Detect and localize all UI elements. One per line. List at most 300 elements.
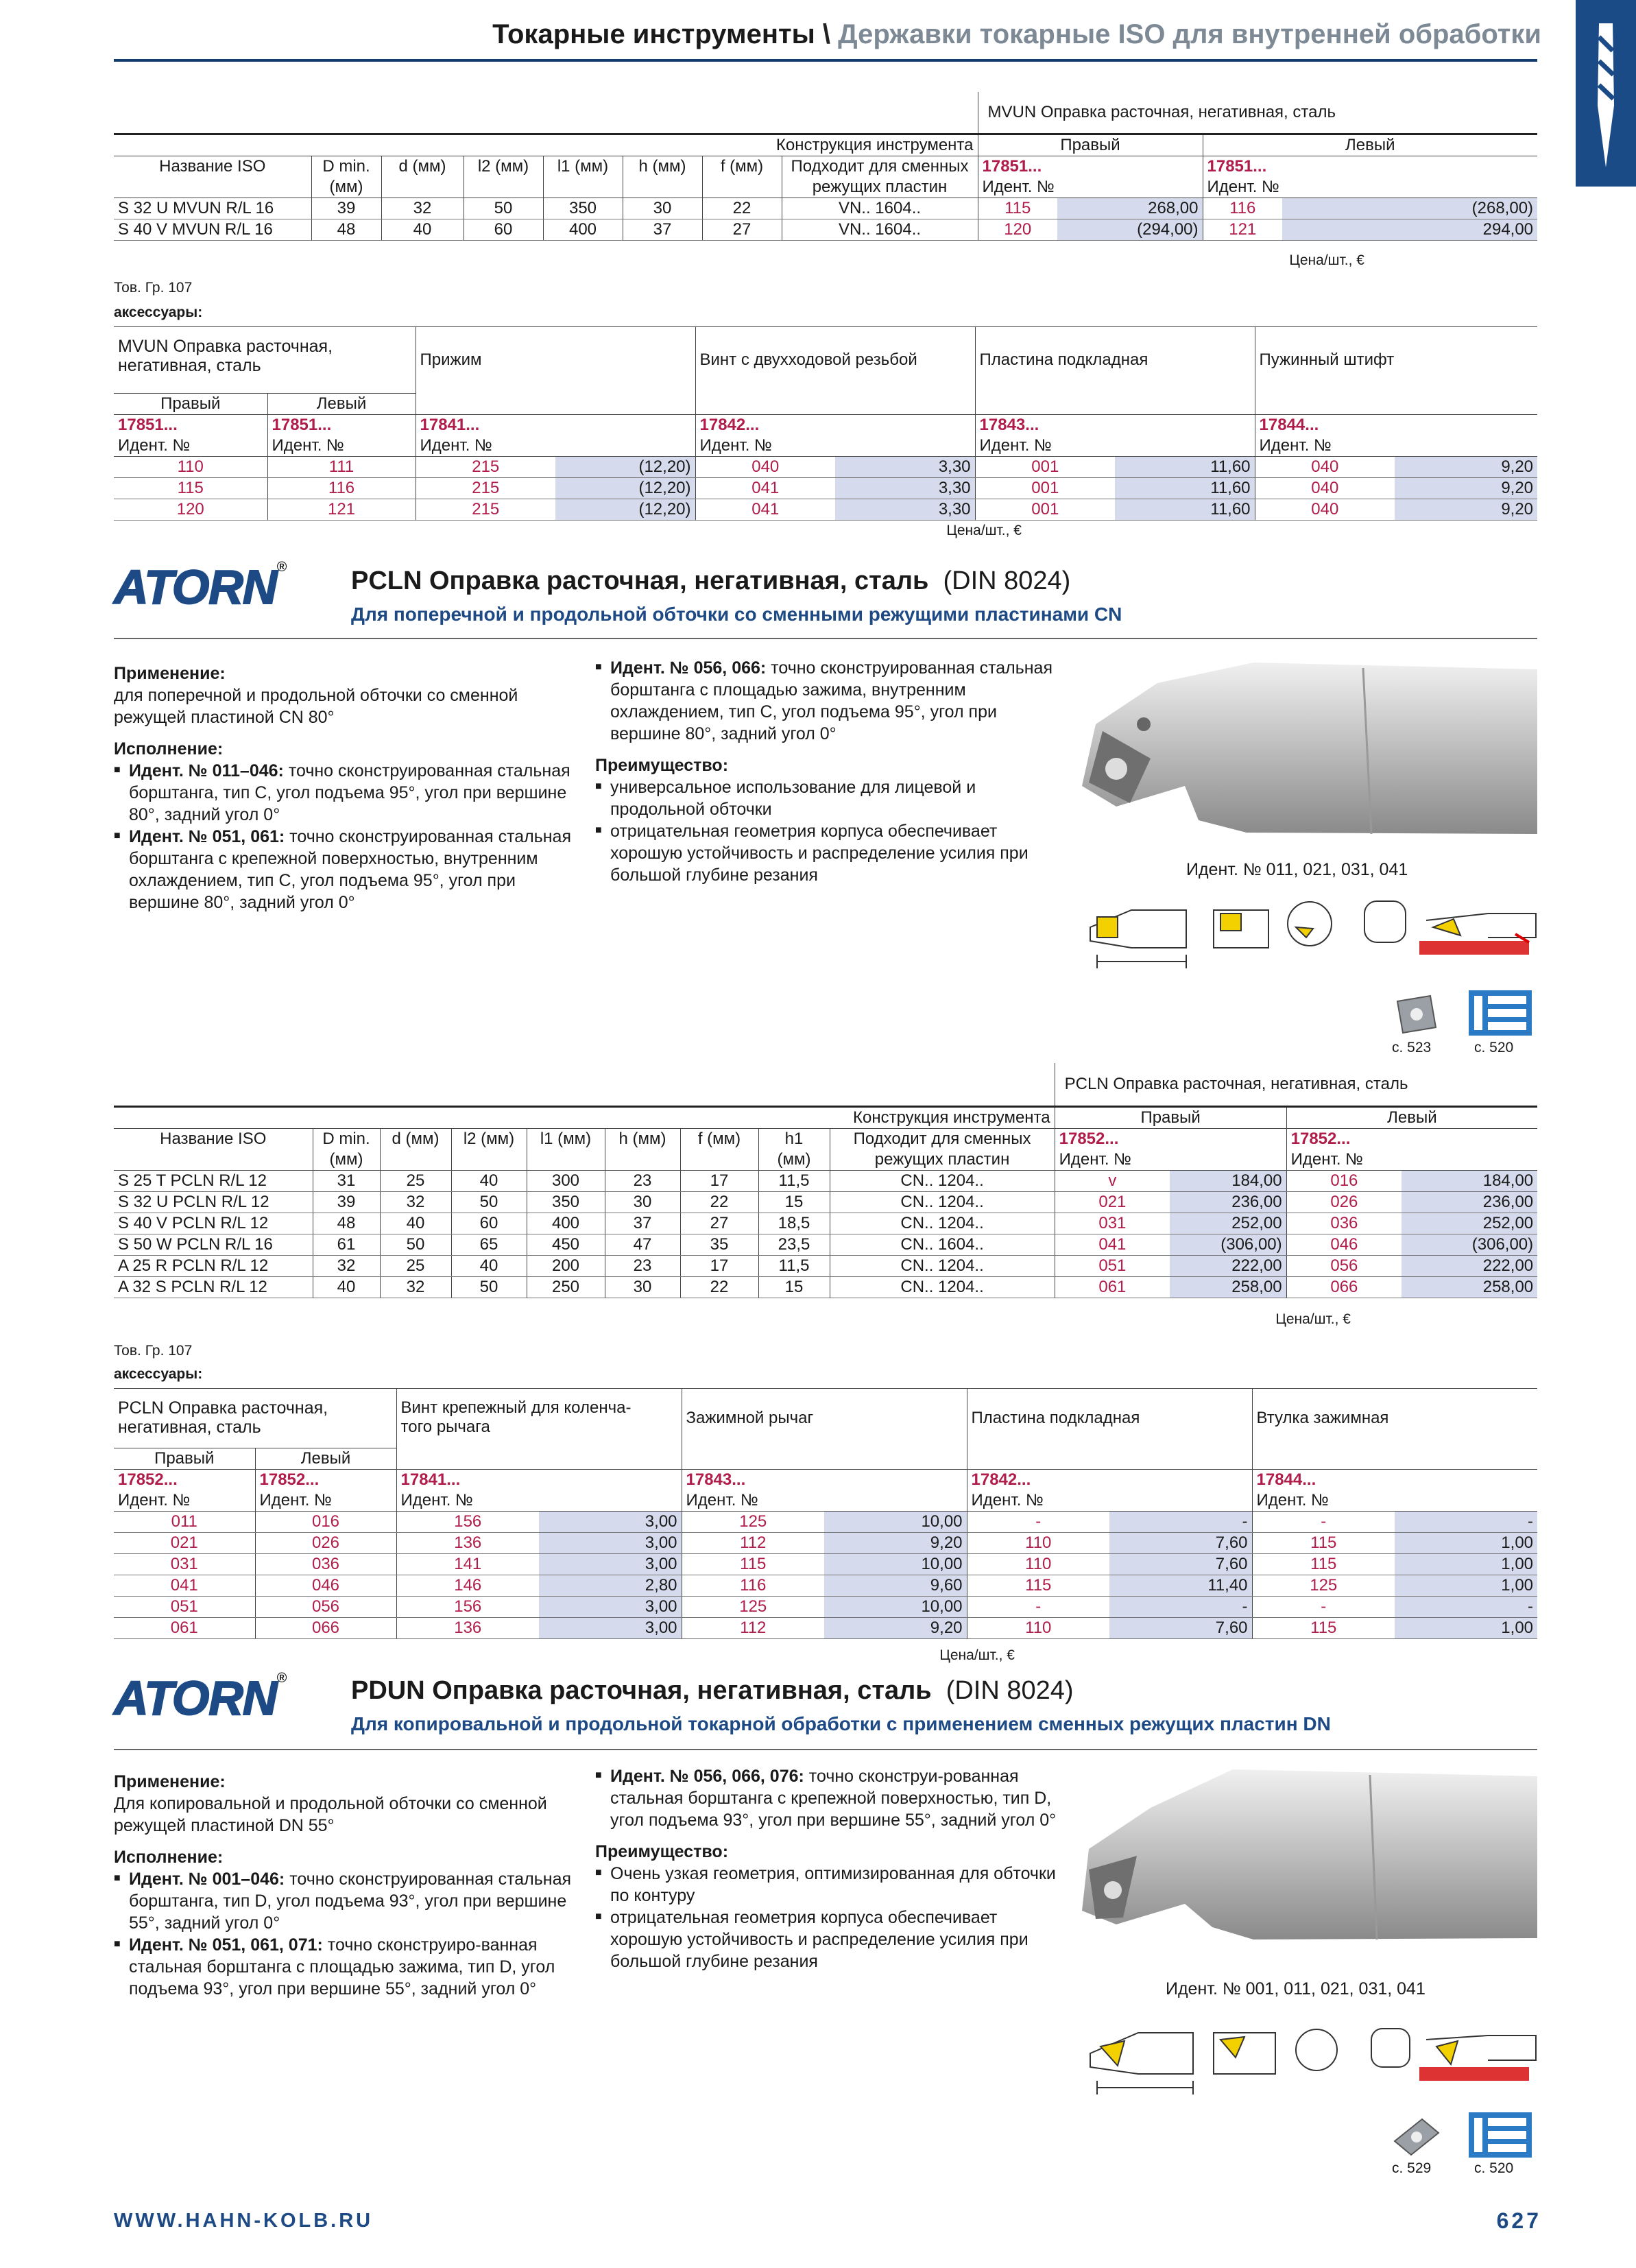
col-dmin: D min.	[322, 1130, 370, 1148]
pdun-technical-drawing	[1076, 2012, 1537, 2101]
left-label: Левый	[1286, 1107, 1537, 1129]
cell-l2: 50	[451, 1277, 527, 1298]
cell-ident: 215	[416, 499, 555, 520]
header-rule	[114, 59, 1537, 62]
cell-ident: 156	[396, 1596, 539, 1617]
cell-price-right: 268,00	[1057, 198, 1203, 219]
ident-label: Идент. №	[400, 1490, 473, 1509]
cell-price: 11,60	[1115, 456, 1255, 477]
cell-price: 10,00	[824, 1511, 967, 1532]
cell-price: 3,00	[539, 1511, 682, 1532]
exec-text: точно сконструированная стальная борштанга, тип C, угол подъема 95°, угол при вершине 80°, задний угол 0°	[129, 761, 570, 824]
cell-f: 35	[680, 1234, 758, 1256]
code-right: 17851...	[982, 157, 1042, 176]
cell-ident-right: 021	[1055, 1192, 1170, 1213]
cell-l1: 250	[527, 1277, 605, 1298]
cell-price-left: 294,00	[1282, 219, 1537, 241]
exec-ident: Идент. № 051, 061:	[129, 827, 285, 846]
cell-ident-left: 056	[255, 1596, 396, 1617]
cell-price-left: 258,00	[1402, 1277, 1537, 1298]
acc-col-pin: Пужинный штифт	[1255, 327, 1537, 394]
cell-f: 22	[680, 1192, 758, 1213]
cell-l2: 60	[451, 1213, 527, 1234]
col-l2: l2 (мм)	[451, 1129, 527, 1171]
cell-ident: -	[967, 1596, 1109, 1617]
brand-text: ATORN	[114, 560, 277, 614]
exec-item	[114, 1868, 580, 1934]
cell-ident: 041	[695, 499, 835, 520]
mvun-accessories-table	[114, 326, 1537, 521]
info-list-icon	[1469, 990, 1532, 1036]
table-row	[114, 219, 1537, 241]
cell-price: 9,20	[1395, 499, 1537, 520]
cell-ident-left: 036	[255, 1553, 396, 1575]
ref-page-insert: с. 523	[1392, 1040, 1432, 1055]
acc-code: 17852...	[259, 1470, 320, 1489]
col-d: d (мм)	[381, 156, 464, 198]
cell-ident: 112	[682, 1617, 824, 1638]
mvun-table-title: MVUN Оправка расточная, негативная, сталь	[978, 92, 1537, 133]
table-row	[114, 1213, 1537, 1234]
cell-ident-left: 066	[255, 1617, 396, 1638]
acc-col-clamp: Прижим	[416, 327, 695, 394]
ident-label: Идент. №	[259, 1490, 332, 1509]
cell-ident-left: 056	[1286, 1256, 1402, 1277]
cell-ident: 141	[396, 1553, 539, 1575]
right-label: Правый	[1055, 1107, 1286, 1129]
cell-h1: 11,5	[758, 1171, 830, 1192]
ref-page-info: с. 520	[1474, 1040, 1514, 1055]
cell-iso: S 50 W PCLN R/L 16	[114, 1234, 313, 1256]
cell-price: 10,00	[824, 1596, 967, 1617]
col-fit: Подходит для сменных	[853, 1130, 1031, 1148]
acc-code: 17843...	[686, 1470, 746, 1489]
pcln-price-note: Цена/шт., €	[1275, 1311, 1351, 1327]
cell-l1: 350	[527, 1192, 605, 1213]
insert-icon	[1392, 2116, 1441, 2158]
application-heading: Применение:	[114, 1772, 226, 1791]
cell-h: 37	[605, 1213, 680, 1234]
acc-col-sleeve: Втулка зажимная	[1252, 1389, 1537, 1448]
table-row	[114, 456, 1537, 477]
cell-ident-left: 111	[267, 456, 416, 477]
page-header-title	[492, 19, 1541, 50]
pdun-subtitle: Для копировальной и продольной токарной обработки с применением сменных режущих пластин DN	[351, 1713, 1331, 1734]
cell-f: 17	[680, 1256, 758, 1277]
exec-ident: Идент. № 001–046:	[129, 1870, 285, 1889]
ident-label: Идент. №	[1259, 435, 1332, 455]
cell-fit: CN.. 1204..	[830, 1213, 1055, 1234]
ident-label: Идент. №	[420, 435, 492, 455]
cell-iso: S 32 U PCLN R/L 12	[114, 1192, 313, 1213]
cell-ident: 116	[682, 1575, 824, 1596]
acc-col-screw-2: того рычага	[400, 1418, 490, 1436]
exec-ident: Идент. № 056, 066:	[610, 658, 767, 678]
pcln-image-caption: Идент. № 011, 021, 031, 041	[1186, 860, 1408, 879]
cell-dmin: 31	[313, 1171, 380, 1192]
ident-label: Идент. №	[1290, 1150, 1363, 1169]
cell-ident: 041	[695, 477, 835, 499]
cell-price: 3,00	[539, 1553, 682, 1575]
accessories-label-1: аксессуары:	[114, 305, 203, 320]
code-left: 17852...	[1290, 1130, 1351, 1148]
atorn-logo: ATORN®	[114, 1671, 287, 1725]
execution-heading: Исполнение:	[114, 739, 224, 759]
cell-ident: 001	[975, 499, 1115, 520]
col-iso: Название ISO	[114, 156, 311, 198]
table-row	[114, 1234, 1537, 1256]
ident-label: Идент. №	[1256, 1490, 1329, 1509]
cell-price: 9,20	[824, 1532, 967, 1553]
cell-ident: 110	[967, 1617, 1109, 1638]
col-h1-unit: (мм)	[777, 1150, 811, 1169]
cell-d: 40	[380, 1213, 451, 1234]
cell-l1: 200	[527, 1256, 605, 1277]
cell-l2: 50	[464, 198, 543, 219]
ref-page-info: с. 520	[1474, 2160, 1514, 2176]
cell-price: 1,00	[1395, 1553, 1537, 1575]
cell-price: 2,80	[539, 1575, 682, 1596]
cell-price-left: 222,00	[1402, 1256, 1537, 1277]
acc-title-1: MVUN Оправка расточная,	[118, 337, 333, 356]
ident-label: Идент. №	[272, 435, 344, 455]
cell-l2: 60	[464, 219, 543, 241]
exec-ident: Идент. № 011–046:	[129, 761, 284, 780]
section-tab	[1576, 0, 1636, 187]
cell-l2: 65	[451, 1234, 527, 1256]
table-row	[114, 1553, 1537, 1575]
cell-f: 17	[680, 1171, 758, 1192]
cell-ident-right: 120	[114, 499, 267, 520]
divider	[114, 1749, 1537, 1750]
cell-fit: CN.. 1604..	[830, 1234, 1055, 1256]
cell-ident-right: 031	[1055, 1213, 1170, 1234]
cell-d: 50	[380, 1234, 451, 1256]
cell-h: 37	[623, 219, 702, 241]
cell-h: 23	[605, 1256, 680, 1277]
cell-dmin: 39	[313, 1192, 380, 1213]
brand-text: ATORN	[114, 1671, 277, 1725]
accessories-label-2: аксессуары:	[114, 1366, 203, 1382]
application-text: Для копировальной и продольной обточки со сменной режущей пластиной DN 55°	[114, 1794, 547, 1835]
acc-col-shim: Пластина подкладная	[967, 1389, 1252, 1448]
table-row	[114, 198, 1537, 219]
cell-ident: 146	[396, 1575, 539, 1596]
cell-h: 23	[605, 1171, 680, 1192]
ident-label: Идент. №	[1059, 1150, 1131, 1169]
ident-label: Идент. №	[686, 1490, 758, 1509]
pcln-title-text: PCLN Оправка расточная, негативная, сталь	[351, 566, 929, 595]
pdun-din: (DIN 8024)	[946, 1676, 1074, 1705]
cell-l2: 40	[451, 1171, 527, 1192]
acc-code: 17842...	[971, 1470, 1031, 1489]
cell-price: -	[1109, 1596, 1252, 1617]
code-right: 17852...	[1059, 1130, 1119, 1148]
exec-text: точно сконструированная стальная борштанга, тип D, угол подъема 93°, угол при вершине 55°, задний угол 0°	[129, 1870, 572, 1933]
cell-l1: 400	[543, 219, 623, 241]
table-row	[114, 1511, 1537, 1532]
cell-price-left: 252,00	[1402, 1213, 1537, 1234]
cell-iso: A 32 S PCLN R/L 12	[114, 1277, 313, 1298]
pdun-title-text: PDUN Оправка расточная, негативная, сталь	[351, 1676, 932, 1705]
page-number: 627	[1496, 2208, 1541, 2233]
cell-ident: 125	[682, 1596, 824, 1617]
advantage-item: ■ универсальное использование для лицевой и продольной обточки	[595, 776, 1061, 820]
cell-ident-left: 026	[255, 1532, 396, 1553]
ident-label: Идент. №	[982, 178, 1055, 196]
cell-ident-right: 021	[114, 1532, 255, 1553]
acc-title-1: PCLN Оправка расточная,	[118, 1398, 328, 1418]
col-f: f (мм)	[680, 1129, 758, 1171]
ident-label: Идент. №	[118, 1490, 191, 1509]
exec-ident: Идент. № 051, 061, 071:	[129, 1935, 323, 1955]
ident-label: Идент. №	[699, 435, 772, 455]
cell-ident-right: 061	[1055, 1277, 1170, 1298]
table-row	[114, 477, 1537, 499]
acc-code: 17842...	[699, 415, 760, 434]
advantage-item: ■ отрицательная геометрия корпуса обеспечивает хорошую устойчивость и распределение усилия при большой глубине резания	[595, 1907, 1061, 1972]
cell-dmin: 39	[311, 198, 381, 219]
cell-price-left: 184,00	[1402, 1171, 1537, 1192]
exec-text: точно сконструиро-ванная стальная борштанга с площадью зажима, тип D, угол подъема 93°, угол при вершине 55°, задний угол 0°	[129, 1935, 555, 1998]
cell-ident: 115	[1252, 1553, 1395, 1575]
cell-dmin: 40	[313, 1277, 380, 1298]
cell-ident-left: 121	[1203, 219, 1282, 241]
exec-ident: Идент. № 056, 066, 076:	[610, 1767, 804, 1786]
cell-price: (12,20)	[555, 456, 695, 477]
pdun-title	[351, 1676, 1074, 1706]
pcln-accessories-table	[114, 1388, 1537, 1639]
col-d: d (мм)	[380, 1129, 451, 1171]
exec-text: точно сконструированная стальная борштанга с площадью зажима, внутренним охлаждением, тип C, угол подъема 95°, угол при вершине 80°, задний угол 0°	[610, 658, 1052, 743]
cell-price: 9,20	[1395, 477, 1537, 499]
cell-d: 25	[380, 1171, 451, 1192]
table-row	[114, 1256, 1537, 1277]
cell-fit: VN.. 1604..	[782, 219, 978, 241]
exec-item	[114, 1934, 580, 2000]
construction-label: Конструкция инструмента	[853, 1108, 1050, 1127]
exec-item	[114, 826, 580, 914]
cell-iso: A 25 R PCLN R/L 12	[114, 1256, 313, 1277]
exec-text: точно сконструи-рованная стальная борштанга с крепежной поверхностью, тип D, угол подъема 93°, угол при вершине 55°, задний угол 0°	[610, 1767, 1057, 1830]
cell-h: 47	[605, 1234, 680, 1256]
cell-h1: 15	[758, 1192, 830, 1213]
cell-h1: 23,5	[758, 1234, 830, 1256]
acc-right: Правый	[114, 1448, 255, 1469]
cell-l2: 40	[451, 1256, 527, 1277]
cell-price: 9,20	[1395, 456, 1537, 477]
col-fit-2: режущих пластин	[874, 1150, 1010, 1169]
col-dmin-unit: (мм)	[329, 178, 363, 196]
table-row	[114, 1171, 1537, 1192]
cell-price: 9,20	[824, 1617, 967, 1638]
cell-fit: CN.. 1204..	[830, 1256, 1055, 1277]
cell-iso: S 32 U MVUN R/L 16	[114, 198, 311, 219]
application-heading: Применение:	[114, 664, 226, 683]
cell-ident: -	[967, 1511, 1109, 1532]
cell-ident: 115	[1252, 1532, 1395, 1553]
cell-price: 1,00	[1395, 1575, 1537, 1596]
cell-ident: 125	[682, 1511, 824, 1532]
cell-l1: 350	[543, 198, 623, 219]
pcln-acc-price-note: Цена/шт., €	[939, 1647, 1015, 1663]
cell-ident: 215	[416, 477, 555, 499]
cell-price-right: (294,00)	[1057, 219, 1203, 241]
cell-ident: 115	[682, 1553, 824, 1575]
cell-ident-right: 051	[1055, 1256, 1170, 1277]
col-h: h (мм)	[623, 156, 702, 198]
cell-ident-left: 116	[1203, 198, 1282, 219]
cell-dmin: 48	[311, 219, 381, 241]
cell-ident: 156	[396, 1511, 539, 1532]
cell-ident-left: 116	[267, 477, 416, 499]
cell-d: 40	[381, 219, 464, 241]
cell-price: -	[1395, 1511, 1537, 1532]
advantage-heading: Преимущество:	[595, 1842, 729, 1861]
footer-url[interactable]: WWW.HAHN-KOLB.RU	[114, 2210, 374, 2232]
cell-price: 3,30	[835, 456, 975, 477]
advantage-item: ■ отрицательная геометрия корпуса обеспечивает хорошую устойчивость и распределение усилия при большой глубине резания	[595, 820, 1061, 886]
cell-l2: 50	[451, 1192, 527, 1213]
cell-price: 3,00	[539, 1532, 682, 1553]
col-dmin: D min.	[322, 157, 370, 176]
cell-ident-right: 041	[1055, 1234, 1170, 1256]
acc-code: 17843...	[979, 415, 1039, 434]
cell-price: (12,20)	[555, 499, 695, 520]
cell-ident: 110	[967, 1553, 1109, 1575]
pcln-title	[351, 566, 1070, 596]
cell-d: 25	[380, 1256, 451, 1277]
cell-ident-left: 046	[255, 1575, 396, 1596]
cell-ident-left: 121	[267, 499, 416, 520]
cell-price: 7,60	[1109, 1553, 1252, 1575]
header-separator: \	[815, 19, 839, 49]
cell-l1: 300	[527, 1171, 605, 1192]
tov-group-1: Тов. Гр. 107	[114, 280, 193, 296]
acc-title-2: негативная, сталь	[118, 1418, 261, 1437]
col-f: f (мм)	[702, 156, 782, 198]
col-h1: h1	[784, 1130, 804, 1148]
cell-ident-right: 115	[978, 198, 1057, 219]
advantage-heading: Преимущество:	[595, 756, 729, 775]
cell-fit: CN.. 1204..	[830, 1171, 1055, 1192]
cell-ident-left: 036	[1286, 1213, 1402, 1234]
acc-col-shim: Пластина подкладная	[975, 327, 1255, 394]
table-row	[114, 499, 1537, 520]
tov-group-2: Тов. Гр. 107	[114, 1343, 193, 1359]
mvun-table	[114, 92, 1537, 241]
mvun-price-note: Цена/шт., €	[1289, 252, 1364, 268]
cell-ident-right: 031	[114, 1553, 255, 1575]
cell-price-right: 258,00	[1170, 1277, 1286, 1298]
cell-ident: 136	[396, 1617, 539, 1638]
atorn-logo: ATORN®	[114, 560, 287, 614]
cell-ident-right: 041	[114, 1575, 255, 1596]
cell-dmin: 32	[313, 1256, 380, 1277]
cell-ident-right: v	[1055, 1171, 1170, 1192]
pcln-description-col2	[595, 657, 1061, 886]
col-l1: l1 (мм)	[527, 1129, 605, 1171]
cell-h1: 18,5	[758, 1213, 830, 1234]
cell-dmin: 48	[313, 1213, 380, 1234]
cell-l1: 450	[527, 1234, 605, 1256]
ident-label: Идент. №	[1207, 178, 1279, 196]
header-sub: Державки токарные ISO для внутренней обработки	[838, 19, 1541, 49]
cell-price: 9,60	[824, 1575, 967, 1596]
cell-price-right: 184,00	[1170, 1171, 1286, 1192]
cell-f: 22	[702, 198, 782, 219]
acc-code: 17841...	[400, 1470, 461, 1489]
cell-ident: 110	[967, 1532, 1109, 1553]
cell-ident-right: 120	[978, 219, 1057, 241]
cell-price: 3,00	[539, 1596, 682, 1617]
cell-ident: 040	[1255, 477, 1395, 499]
acc-col-screw: Винт с двухходовой резьбой	[695, 327, 975, 394]
cell-price: 11,40	[1109, 1575, 1252, 1596]
cell-l1: 400	[527, 1213, 605, 1234]
insert-icon	[1392, 992, 1441, 1037]
acc-code: 17841...	[420, 415, 480, 434]
table-row	[114, 1575, 1537, 1596]
acc-code: 17844...	[1259, 415, 1319, 434]
left-label: Левый	[1203, 134, 1537, 156]
cell-price: -	[1109, 1511, 1252, 1532]
cell-f: 22	[680, 1277, 758, 1298]
table-row	[114, 1277, 1537, 1298]
cell-fit: CN.. 1204..	[830, 1277, 1055, 1298]
cell-ident-left: 026	[1286, 1192, 1402, 1213]
cell-ident-right: 061	[114, 1617, 255, 1638]
cell-ident: 136	[396, 1532, 539, 1553]
cell-ident-right: 115	[114, 477, 267, 499]
cell-f: 27	[702, 219, 782, 241]
exec-item	[595, 657, 1061, 745]
pdun-description-col2	[595, 1765, 1061, 1972]
cell-price-right: (306,00)	[1170, 1234, 1286, 1256]
pcln-technical-drawing	[1076, 886, 1537, 975]
cell-ident-right: 110	[114, 456, 267, 477]
code-left: 17851...	[1207, 157, 1267, 176]
cell-ident-right: 011	[114, 1511, 255, 1532]
col-l1: l1 (мм)	[543, 156, 623, 198]
cell-price: 11,60	[1115, 477, 1255, 499]
cell-price: (12,20)	[555, 477, 695, 499]
exec-item	[595, 1765, 1061, 1831]
cell-price: 3,30	[835, 477, 975, 499]
acc-title-2: негативная, сталь	[118, 356, 261, 375]
acc-left: Левый	[267, 393, 416, 414]
cell-ident: 001	[975, 456, 1115, 477]
boring-bar-photo	[1075, 1760, 1537, 1952]
cell-price: 1,00	[1395, 1532, 1537, 1553]
ident-label: Идент. №	[118, 435, 191, 455]
cell-h: 30	[605, 1192, 680, 1213]
cell-iso: S 25 T PCLN R/L 12	[114, 1171, 313, 1192]
cell-fit: VN.. 1604..	[782, 198, 978, 219]
table-row	[114, 1532, 1537, 1553]
cell-price: 3,00	[539, 1617, 682, 1638]
pdun-image-caption: Идент. № 001, 011, 021, 031, 041	[1166, 1979, 1426, 1998]
pcln-subtitle: Для поперечной и продольной обточки со сменными режущими пластинами CN	[351, 604, 1122, 625]
cell-price: 1,00	[1395, 1617, 1537, 1638]
drill-icon	[1585, 23, 1625, 167]
col-h: h (мм)	[605, 1129, 680, 1171]
cell-ident: 001	[975, 477, 1115, 499]
table-row	[114, 1192, 1537, 1213]
cell-price-left: (268,00)	[1282, 198, 1537, 219]
cell-ident: -	[1252, 1511, 1395, 1532]
cell-ident: 040	[695, 456, 835, 477]
